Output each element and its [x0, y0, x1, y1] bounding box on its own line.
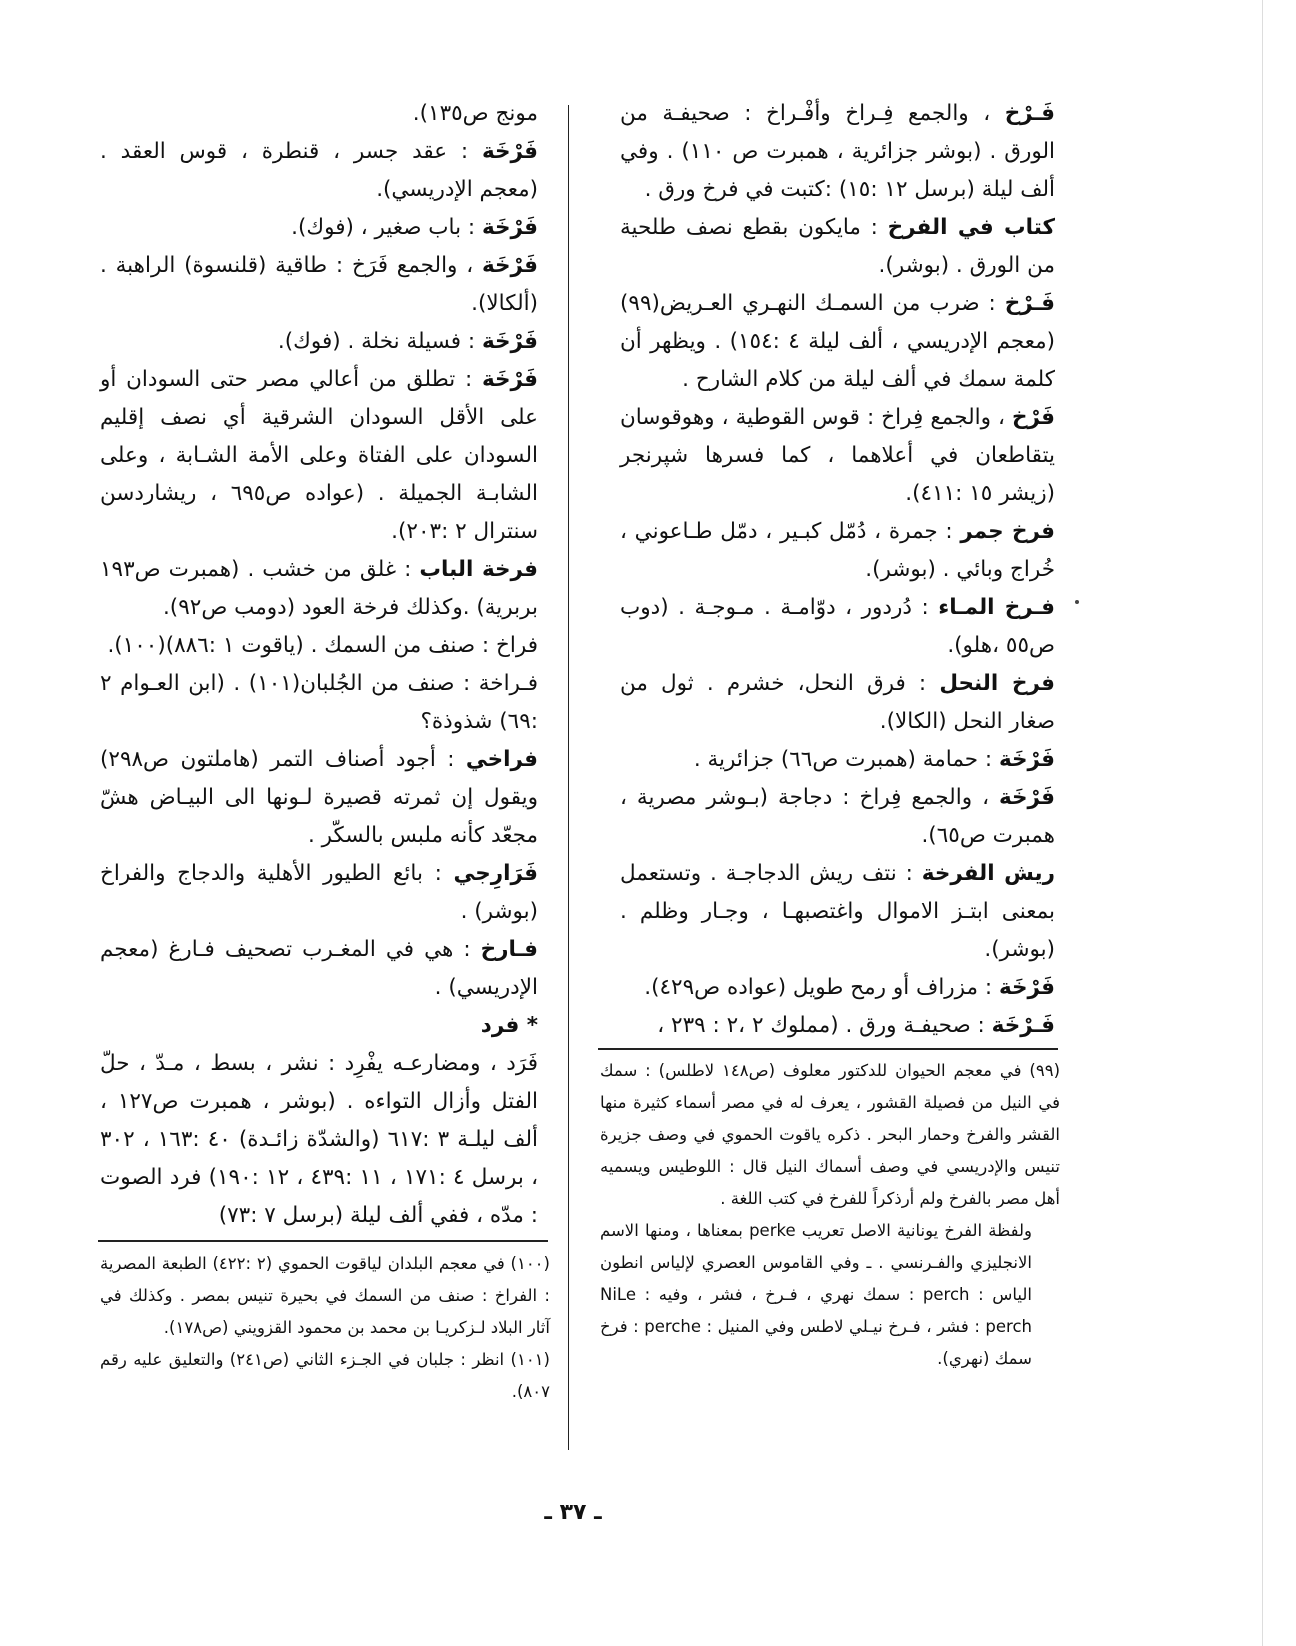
entry-headword: فـارخ — [480, 937, 538, 962]
entry-definition: : مزراف أو رمح طويل (عواده ص٤٢٩). — [644, 975, 993, 1000]
scan-edge — [1262, 0, 1263, 1646]
entry-headword: فرخة الباب — [419, 557, 538, 582]
dictionary-entry — [100, 133, 538, 209]
entry-definition: : أجود أصناف التمر (هاملتون ص٢٩٨) ويقول إن ثمرته قصيرة لـونها الى البيـاض هشّ مجعّد كأنه ملبس بالسكّر . — [100, 747, 538, 848]
entry-headword: فَرْخَة — [482, 139, 538, 164]
footnotes-right — [600, 1055, 1060, 1375]
entry-headword: فرخ جمر — [960, 519, 1055, 544]
column-divider — [568, 105, 569, 1450]
dictionary-entry — [620, 209, 1055, 285]
dictionary-entry — [620, 95, 1055, 209]
entry-headword: ريش الفرخة — [921, 861, 1056, 886]
entry-headword: فـرخ المـاء — [938, 595, 1055, 620]
dictionary-entry — [620, 779, 1055, 855]
entry-headword: فَرَارِجي — [453, 861, 538, 886]
footnote: ولفظة الفرخ يونانية الاصل تعريب perke بمعناها ، ومنها الاسم الانجليزي والفـرنسي . ـ وفي القاموس العصري لإلياس انطون الياس : perch : سمك نهري ، فـرخ ، فشر ، وفيه : NiLe perch : فشر ، فـرخ نيـلي لاطس وفي المنيل : perche : فرخ سمك (نهري). — [600, 1221, 1032, 1368]
dictionary-entry — [100, 1045, 538, 1235]
entry-definition: : مايكون بقطع نصف طلحية من الورق . (بوشر). — [620, 215, 1055, 278]
entry-definition: : صحيفـة ورق . (مملوك ٢ ،٢ : ٢٣٩ ، — [657, 1013, 985, 1038]
dictionary-entry — [620, 1007, 1055, 1045]
dictionary-entry — [620, 741, 1055, 779]
entry-definition: ، والجمع فِراخ : دجاجة (بـوشر مصرية ، همبرت ص٦٥). — [620, 785, 1055, 848]
entry-headword: كتاب في الفرخ — [887, 215, 1055, 240]
entry-definition: : بائع الطيور الأهلية والدجاج والفراخ (بوشر) . — [100, 861, 538, 924]
dictionary-entry — [620, 285, 1055, 399]
entry-definition: : هي في المغـرب تصحيف فـارغ (معجم الإدريسي) . — [100, 937, 538, 1000]
dictionary-entry — [100, 247, 538, 323]
entry-definition: : فرق النحل، خشرم . ثول من صغار النحل (الكالا). — [620, 671, 1055, 734]
dictionary-entry — [100, 209, 538, 247]
footnote: (١٠١) انظر : جلبان في الجـزء الثاني (ص٢٤١) والتعليق عليه رقم ٨٠٧). — [100, 1350, 550, 1401]
dictionary-entry — [100, 741, 538, 855]
entry-headword: * فرد — [480, 1013, 538, 1038]
entry-definition: : ضرب من السمـك النهـري العـريض(٩٩) (معجم الإدريسي ، ألف ليلة ٤ :١٥٤) . ويظهر أن كلمة سمك في ألف ليلة من كلام الشارح . — [620, 291, 1055, 392]
entry-definition: : باب صغير ، (فوك). — [291, 215, 476, 240]
footnote: (٩٩) في معجم الحيوان للدكتور معلوف (ص١٤٨ لاطلس) : سمك في النيل من فصيلة القشور ، يعرف له في مصر أسماء كثيرة منها القشر والفرخ وحمار البحر . ذكره ياقوت الحموي في وصف جزيرة تنيس والإدريسي في وصف أسماك النيل قال : اللوطيس ويسميه أهل مصر بالفرخ ولم أرذكراً للفرخ في كتب اللغة . — [600, 1061, 1060, 1208]
entry-definition: : دُردور ، دوّامـة . مـوجـة . (دوب ص٥٥ ،هلو). — [620, 595, 1055, 658]
entry-definition: : عقد جسر ، قنطرة ، قوس العقد . (معجم الإدريسي). — [100, 139, 538, 202]
entry-definition: : فسيلة نخلة . (فوك). — [277, 329, 476, 354]
entry-headword: فَرْخَة — [482, 329, 538, 354]
dictionary-entry — [620, 513, 1055, 589]
dictionary-entry — [100, 855, 538, 931]
dictionary-entry — [100, 323, 538, 361]
entry-headword: فَرْخَة — [482, 215, 538, 240]
entry-definition: فَرَد ، ومضارعـه يفْرِد : نشر ، بسط ، مـدّ ، حلّ الفتل وأزال التواءه . (بوشر ، همبرت ص١٢٧ ، ألف ليلـة ٣ :٦١٧ (والشدّة زائـدة) ٤٠ :١٦٣ ، ٣٠٢ ، برسل ٤ :١٧١ ، ١١ :٤٣٩ ، ١٢ :١٩٠) فرد الصوت : مدّه ، ففي ألف ليلة (برسل ٧ :٧٣) — [100, 1051, 539, 1228]
footnote-rule-left — [98, 1240, 548, 1242]
dictionary-entry — [620, 665, 1055, 741]
entry-headword: فَرْخَة — [999, 785, 1055, 810]
entry-definition: : جمرة ، دُمّل كبـير ، دمّل طـاعوني ، خُراج وبائي . (بوشر). — [620, 519, 1055, 582]
entry-definition: : تطلق من أعالي مصر حتى السودان أو على الأقل السودان الشرقية أي نصف إقليم السودان على الفتاة وعلى الأمة الشـابة ، وعلى الشابـة الجميلة . (عواده ص٦٩٥ ، ريشاردسن سنترال ٢ :٢٠٣). — [100, 367, 538, 544]
dictionary-entry — [100, 1007, 538, 1045]
entry-headword: فرخ النحل — [939, 671, 1055, 696]
dictionary-entry — [620, 969, 1055, 1007]
dictionary-entry — [100, 95, 538, 133]
footnote-rule-right — [598, 1048, 1058, 1050]
entry-definition: : حمامة (همبرت ص٦٦) جزائرية . — [693, 747, 993, 772]
entry-headword: فَرْخ — [1012, 405, 1055, 430]
dictionary-entry — [620, 399, 1055, 513]
dictionary-entry — [100, 665, 538, 741]
entry-headword: فَرْخَة — [482, 253, 538, 278]
entry-headword: فَـرْخ — [1004, 291, 1055, 316]
dictionary-entry — [620, 855, 1055, 969]
entry-headword: فَرْخَة — [999, 747, 1055, 772]
entry-headword: فَرْخَة — [999, 975, 1055, 1000]
entry-headword: فَـرْخ — [1004, 101, 1055, 126]
right-text-column — [620, 95, 1055, 1045]
page-number: ـ ٣٧ ـ — [544, 1500, 602, 1525]
dictionary-entry — [100, 551, 538, 627]
dictionary-entry — [620, 589, 1055, 665]
entry-headword: فراخي — [465, 747, 538, 772]
entry-definition: : نتف ريش الدجاجـة . وتستعمل بمعنى ابتـز الاموال واغتصبهـا ، وجـار وظلم . (بوشر). — [620, 861, 1055, 962]
entry-definition: فراخ : صنف من السمك . (ياقوت ١ :٨٨٦)(١٠٠). — [107, 633, 538, 658]
entry-definition: ، والجمع فِـراخ وأفْـراخ : صحيفـة من الورق . (بوشر جزائرية ، همبرت ص ١١٠) . وفي ألف ليلة (برسل ١٢ :١٥) :كتبت في فرخ ورق . — [620, 101, 1055, 202]
entry-definition: : غلق من خشب . (همبرت ص١٩٣ بربرية) .وكذلك فرخة العود (دومب ص٩٢). — [100, 557, 538, 620]
dictionary-entry — [100, 627, 538, 665]
dictionary-entry — [100, 931, 538, 1007]
left-text-column — [100, 95, 538, 1235]
footnote: (١٠٠) في معجم البلدان لياقوت الحموي (٢ :٤٢٢) الطبعة المصرية : الفراخ : صنف من السمك في بحيرة تنيس بمصر . وكذلك في آثار البلاد لـزكريـا بن محمد بن محمود القزويني (ص١٧٨). — [100, 1254, 550, 1337]
margin-mark — [1075, 600, 1079, 604]
entry-headword: فَـرْخَة — [991, 1013, 1055, 1038]
entry-definition: فـراخة : صنف من الجُلبان(١٠١) . (ابن العـوام ٢ :٦٩) شذوذة؟ — [100, 671, 538, 734]
entry-definition: ، والجمع فِراخ : قوس القوطية ، وهوقوسان يتقاطعان في أعلاهما ، كما فسرها شپرنجر (زيشر ١٥ :٤١١). — [620, 405, 1055, 506]
entry-definition: مونج ص١٣٥). — [412, 101, 538, 126]
dictionary-entry — [100, 361, 538, 551]
footnotes-left — [100, 1248, 550, 1408]
entry-definition: ، والجمع فَرَخ : طاقية (قلنسوة) الراهبة . (ألكالا). — [100, 253, 538, 316]
entry-headword: فَرْخَة — [482, 367, 539, 392]
